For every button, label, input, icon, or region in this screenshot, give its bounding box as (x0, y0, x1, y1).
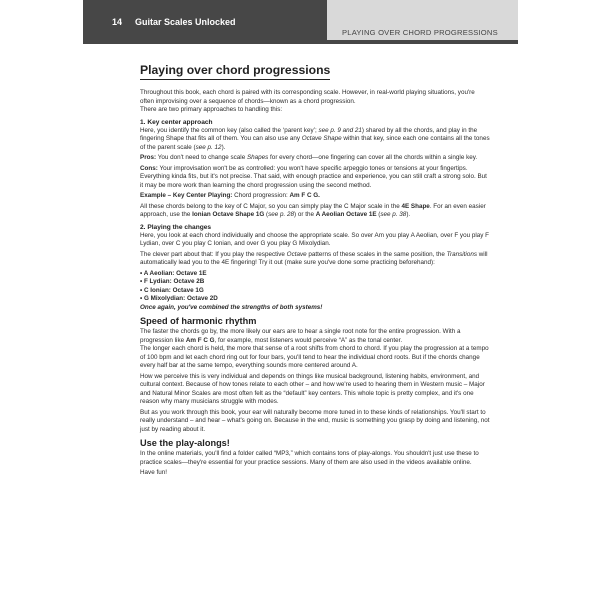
page-title: Playing over chord progressions (140, 63, 330, 80)
cons-paragraph: Cons: Your improvisation won't be as controlled: you won't have specific arpeggio tones or tensions at your fingertips. Everything kinda fits, but it's not precise. That said, with enough practice and experience, you can still craft a strong solo. But it may be more work than learning the chord progression using the second method. (140, 164, 487, 189)
approach2-paragraph-2: The clever part about that: If you play the respective Octave patterns of these scales in the same position, the Transitions will automatically lead you to the 4E fingering! Try it out (make sure you've done some practicing beforehand): (140, 250, 488, 266)
approach2-heading: 2. Playing the changes (140, 223, 212, 231)
approach1-paragraph-2: All these chords belong to the key of C Major, so you can simply play the C Major scale in the 4E Shape. For an even easier approach, use the Ionian Octave Shape 1G (see p. 28) or the A Aeolian Octave 1E (see p. 38). (140, 202, 486, 218)
pros-paragraph: Pros: You don't need to change scale Shapes for every chord—one fingering can cover all the chords within a single key. (140, 154, 478, 161)
approach1-paragraph: Here, you identify the common key (also called the ‘parent key’; see p. 9 and 21) shared by all the chords, and play in the fingering Shape that fits all of them. You can also use any Octave Shape within that key, since each one contains all the tones of the parent scale (see p. 12). (140, 126, 490, 151)
playalongs-paragraph: In the online materials, you'll find a folder called “MP3,” which contains tons of play-alongs. You shouldn't just use these to practice scales—they're essential for your practice sessions. Many of them are also used in the videos available online. (140, 450, 479, 466)
running-head: PLAYING OVER CHORD PROGRESSIONS (342, 28, 498, 37)
approach2-closing: Once again, you've combined the strengths of both systems! (140, 303, 323, 311)
harmonic-paragraph-4: But as you work through this book, your ear will naturally become more tuned in to these kinds of relationships. You'll start to really understand – and hear – what's going on. Because in the end, music is something you grasp by doing and listening, not just by reading about it. (140, 408, 490, 433)
approach1-heading: 1. Key center approach (140, 118, 213, 126)
book-page (83, 0, 518, 600)
book-title: Guitar Scales Unlocked (135, 17, 236, 27)
list-item: • C Ionian: Octave 1G (140, 286, 204, 294)
list-item: • A Aeolian: Octave 1E (140, 269, 207, 277)
harmonic-paragraph-1: The faster the chords go by, the more likely our ears are to hear a single root note for the entire progression. With a progression like Am F C G, for example, most listeners would perceive “A” as the tonal center. The longer each chord is held, the more that sense of a root shifts from chord to chord. If you play the progression at a tempo of 100 bpm and let each chord ring out for four bars, you'll tend to hear the individual chord roots. But if the chords change every half bar at the same tempo, everything sounds more centered around A. (140, 328, 489, 369)
playalongs-heading: Use the play-alongs! (140, 438, 230, 448)
example-paragraph: Example – Key Center Playing: Chord progression: Am F C G. (140, 192, 320, 199)
header-accent-bar (327, 40, 518, 44)
page-header (83, 0, 518, 44)
harmonic-paragraph-3: How we perceive this is very individual and depends on things like musical background, listening habits, environment, and cultural context. Because of how tones relate to each other – and how we're used to hearing them in Western music – Major and Natural Minor Scales are most often felt as the “default” key centers. This whole topic is pretty complex, and it's one reason why many musicians struggle with modes. (140, 372, 485, 405)
intro-paragraph: Throughout this book, each chord is paired with its corresponding scale. However, in real-world playing situations, you're often improvising over a sequence of chords—known as a chord progression. There are two primary approaches to handling this: (140, 89, 475, 113)
list-item: • F Lydian: Octave 2B (140, 278, 205, 285)
harmonic-heading: Speed of harmonic rhythm (140, 316, 257, 326)
have-fun: Have fun! (140, 469, 167, 476)
page-number: 14 (112, 17, 123, 27)
header-light-band (327, 0, 518, 44)
page-content (140, 63, 490, 480)
list-item: • G Mixolydian: Octave 2D (140, 295, 218, 302)
approach2-paragraph: Here, you look at each chord individually and choose the appropriate scale. So over Am you play A Aeolian, over F you play F Lydian, over C you play C Ionian, and over G you play G Mixolydian. (140, 231, 489, 247)
octave-list (140, 270, 490, 304)
